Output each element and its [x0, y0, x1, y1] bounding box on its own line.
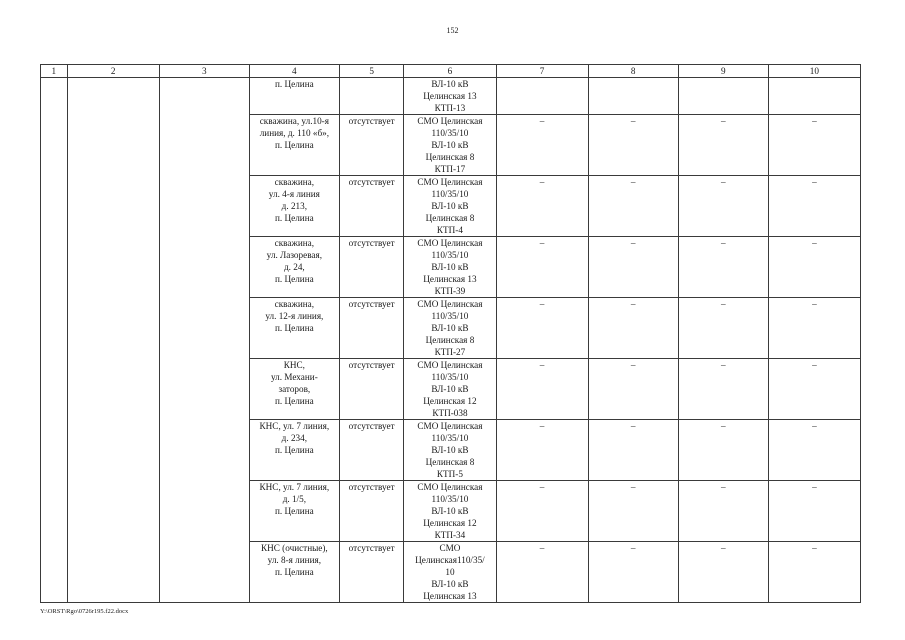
- power-source-line: СМО Целинская: [417, 116, 483, 126]
- dash-cell: –: [588, 542, 678, 603]
- empty-cell: [67, 542, 159, 603]
- object-line: ул. 4-я линия: [268, 189, 320, 199]
- power-source-line: Целинская110/35/: [415, 555, 485, 565]
- empty-cell: [67, 237, 159, 298]
- object-cell: [249, 481, 339, 542]
- power-source-line: КТП-34: [434, 530, 466, 540]
- object-line: п. Целина: [274, 79, 314, 89]
- power-source-cell: [404, 420, 496, 481]
- empty-cell: [41, 359, 68, 420]
- object-line: скважина,: [274, 238, 315, 248]
- table-row: [41, 78, 861, 115]
- object-line: линия, д. 110 «б»,: [259, 128, 330, 138]
- empty-cell: [41, 542, 68, 603]
- status-cell: отсутствует: [339, 420, 403, 481]
- dash-cell: –: [768, 420, 860, 481]
- dash-cell: –: [588, 176, 678, 237]
- empty-cell: [159, 78, 249, 115]
- power-source-line: Целинская 13: [423, 591, 477, 601]
- empty-cell: [159, 420, 249, 481]
- object-cell: [249, 237, 339, 298]
- power-source-line: 110/35/10: [431, 372, 469, 382]
- empty-cell: [159, 298, 249, 359]
- header-cell: 4: [249, 65, 339, 78]
- dash-cell: –: [588, 115, 678, 176]
- power-source-line: СМО Целинская: [417, 421, 483, 431]
- header-cell: 8: [588, 65, 678, 78]
- dash-cell: [678, 78, 768, 115]
- object-line: ул. Механи-: [270, 372, 318, 382]
- object-line: скважина, ул.10-я: [259, 116, 329, 126]
- dash-cell: –: [588, 420, 678, 481]
- object-cell: [249, 176, 339, 237]
- header-cell: 5: [339, 65, 403, 78]
- dash-cell: –: [768, 298, 860, 359]
- power-source-line: ВЛ-10 кВ: [431, 384, 469, 394]
- object-line: КНС, ул. 7 линия,: [259, 482, 330, 492]
- power-source-line: 110/35/10: [431, 494, 469, 504]
- power-source-cell: [404, 359, 496, 420]
- power-source-line: КТП-17: [434, 164, 466, 174]
- dash-cell: –: [496, 359, 588, 420]
- table-row: [41, 298, 861, 359]
- power-source-cell: [404, 542, 496, 603]
- dash-cell: –: [768, 176, 860, 237]
- object-line: КНС, ул. 7 линия,: [259, 421, 330, 431]
- status-cell: отсутствует: [339, 481, 403, 542]
- empty-cell: [41, 420, 68, 481]
- power-source-line: КТП-038: [432, 408, 468, 418]
- dash-cell: –: [496, 115, 588, 176]
- empty-cell: [41, 481, 68, 542]
- power-source-line: Целинская 8: [425, 152, 475, 162]
- power-source-line: 110/35/10: [431, 128, 469, 138]
- power-source-line: Целинская 12: [423, 396, 477, 406]
- header-cell: 9: [678, 65, 768, 78]
- empty-cell: [67, 78, 159, 115]
- object-line: скважина,: [274, 177, 315, 187]
- power-source-line: 110/35/10: [431, 189, 469, 199]
- dash-cell: –: [588, 481, 678, 542]
- empty-cell: [159, 115, 249, 176]
- header-cell: 3: [159, 65, 249, 78]
- dash-cell: –: [496, 481, 588, 542]
- footer-file-path: Y:\ORST\Rgo\0726r195.f22.docx: [40, 608, 129, 615]
- power-source-line: СМО Целинская: [417, 177, 483, 187]
- object-line: п. Целина: [274, 567, 314, 577]
- dash-cell: –: [678, 481, 768, 542]
- table-row: [41, 115, 861, 176]
- dash-cell: –: [678, 542, 768, 603]
- empty-cell: [41, 176, 68, 237]
- power-source-cell: [404, 298, 496, 359]
- table-row: [41, 542, 861, 603]
- power-source-line: СМО Целинская: [417, 360, 483, 370]
- table-row: [41, 420, 861, 481]
- status-cell: отсутствует: [339, 115, 403, 176]
- dash-cell: –: [588, 359, 678, 420]
- object-line: д. 234,: [281, 433, 308, 443]
- power-source-line: ВЛ-10 кВ: [431, 140, 469, 150]
- empty-cell: [67, 420, 159, 481]
- dash-cell: –: [678, 176, 768, 237]
- power-source-line: 110/35/10: [431, 433, 469, 443]
- page-number: 152: [446, 26, 459, 35]
- status-cell: отсутствует: [339, 359, 403, 420]
- power-source-line: ВЛ-10 кВ: [431, 506, 469, 516]
- empty-cell: [67, 359, 159, 420]
- dash-cell: –: [496, 298, 588, 359]
- object-line: ул. Лазоревая,: [266, 250, 323, 260]
- object-line: д. 24,: [283, 262, 305, 272]
- object-line: п. Целина: [274, 445, 314, 455]
- empty-cell: [159, 542, 249, 603]
- dash-cell: –: [678, 420, 768, 481]
- power-source-line: Целинская 12: [423, 518, 477, 528]
- power-source-line: СМО Целинская: [417, 238, 483, 248]
- object-line: КНС (очистные),: [260, 543, 328, 553]
- object-line: ул. 12-я линия,: [265, 311, 324, 321]
- power-source-cell: [404, 176, 496, 237]
- dash-cell: –: [678, 115, 768, 176]
- power-source-line: СМО: [439, 543, 461, 553]
- dash-cell: –: [678, 298, 768, 359]
- dash-cell: [496, 78, 588, 115]
- object-cell: [249, 298, 339, 359]
- object-cell: [249, 420, 339, 481]
- object-line: заторов,: [278, 384, 311, 394]
- header-cell: 6: [404, 65, 496, 78]
- object-cell: [249, 115, 339, 176]
- status-cell: отсутствует: [339, 176, 403, 237]
- object-line: д. 1/5,: [282, 494, 306, 504]
- dash-cell: –: [768, 115, 860, 176]
- object-line: п. Целина: [274, 140, 314, 150]
- object-line: ул. 8-я линия,: [267, 555, 322, 565]
- object-line: п. Целина: [274, 274, 314, 284]
- dash-cell: –: [678, 359, 768, 420]
- table-body: [41, 78, 861, 603]
- object-line: КНС,: [283, 360, 305, 370]
- power-source-line: ВЛ-10 кВ: [431, 323, 469, 333]
- power-source-line: КТП-39: [434, 286, 466, 296]
- power-source-line: КТП-13: [434, 103, 466, 113]
- object-line: скважина,: [274, 299, 315, 309]
- table-row: [41, 481, 861, 542]
- facilities-table: [40, 64, 861, 603]
- power-source-line: КТП-4: [436, 225, 463, 235]
- empty-cell: [67, 481, 159, 542]
- status-cell: отсутствует: [339, 298, 403, 359]
- empty-cell: [41, 78, 68, 115]
- power-source-line: 110/35/10: [431, 250, 469, 260]
- object-line: п. Целина: [274, 213, 314, 223]
- empty-cell: [159, 237, 249, 298]
- dash-cell: –: [496, 237, 588, 298]
- dash-cell: –: [768, 359, 860, 420]
- object-line: п. Целина: [274, 396, 314, 406]
- table-row: [41, 176, 861, 237]
- dash-cell: –: [588, 298, 678, 359]
- power-source-cell: [404, 481, 496, 542]
- header-cell: 2: [67, 65, 159, 78]
- object-line: п. Целина: [274, 506, 314, 516]
- header-cell: 7: [496, 65, 588, 78]
- status-cell: [339, 78, 403, 115]
- power-source-cell: [404, 78, 496, 115]
- table-row: [41, 359, 861, 420]
- power-source-cell: [404, 115, 496, 176]
- object-line: п. Целина: [274, 323, 314, 333]
- object-line: д. 213,: [281, 201, 308, 211]
- power-source-line: 10: [445, 567, 455, 577]
- empty-cell: [67, 298, 159, 359]
- power-source-line: КТП-5: [436, 469, 463, 479]
- empty-cell: [159, 359, 249, 420]
- power-source-line: ВЛ-10 кВ: [431, 445, 469, 455]
- power-source-line: СМО Целинская: [417, 299, 483, 309]
- power-source-line: Целинская 8: [425, 457, 475, 467]
- empty-cell: [67, 115, 159, 176]
- status-cell: отсутствует: [339, 237, 403, 298]
- power-source-line: Целинская 13: [423, 91, 477, 101]
- power-source-line: СМО Целинская: [417, 482, 483, 492]
- power-source-line: Целинская 13: [423, 274, 477, 284]
- dash-cell: [588, 78, 678, 115]
- power-source-line: 110/35/10: [431, 311, 469, 321]
- header-cell: 10: [768, 65, 860, 78]
- dash-cell: –: [496, 176, 588, 237]
- power-source-line: Целинская 8: [425, 213, 475, 223]
- power-source-line: КТП-27: [434, 347, 466, 357]
- dash-cell: –: [768, 481, 860, 542]
- power-source-line: ВЛ-10 кВ: [431, 579, 469, 589]
- power-source-line: ВЛ-10 кВ: [431, 201, 469, 211]
- dash-cell: [768, 78, 860, 115]
- empty-cell: [41, 115, 68, 176]
- power-source-line: ВЛ-10 кВ: [431, 79, 469, 89]
- header-cell: 1: [41, 65, 68, 78]
- object-cell: [249, 542, 339, 603]
- empty-cell: [159, 481, 249, 542]
- empty-cell: [67, 176, 159, 237]
- table-row: [41, 237, 861, 298]
- dash-cell: –: [496, 420, 588, 481]
- power-source-line: Целинская 8: [425, 335, 475, 345]
- dash-cell: –: [768, 542, 860, 603]
- empty-cell: [41, 237, 68, 298]
- dash-cell: –: [768, 237, 860, 298]
- power-source-line: ВЛ-10 кВ: [431, 262, 469, 272]
- empty-cell: [41, 298, 68, 359]
- status-cell: отсутствует: [339, 542, 403, 603]
- object-cell: [249, 359, 339, 420]
- dash-cell: –: [496, 542, 588, 603]
- object-cell: [249, 78, 339, 115]
- header-row: [41, 65, 861, 78]
- dash-cell: –: [588, 237, 678, 298]
- empty-cell: [159, 176, 249, 237]
- dash-cell: –: [678, 237, 768, 298]
- power-source-cell: [404, 237, 496, 298]
